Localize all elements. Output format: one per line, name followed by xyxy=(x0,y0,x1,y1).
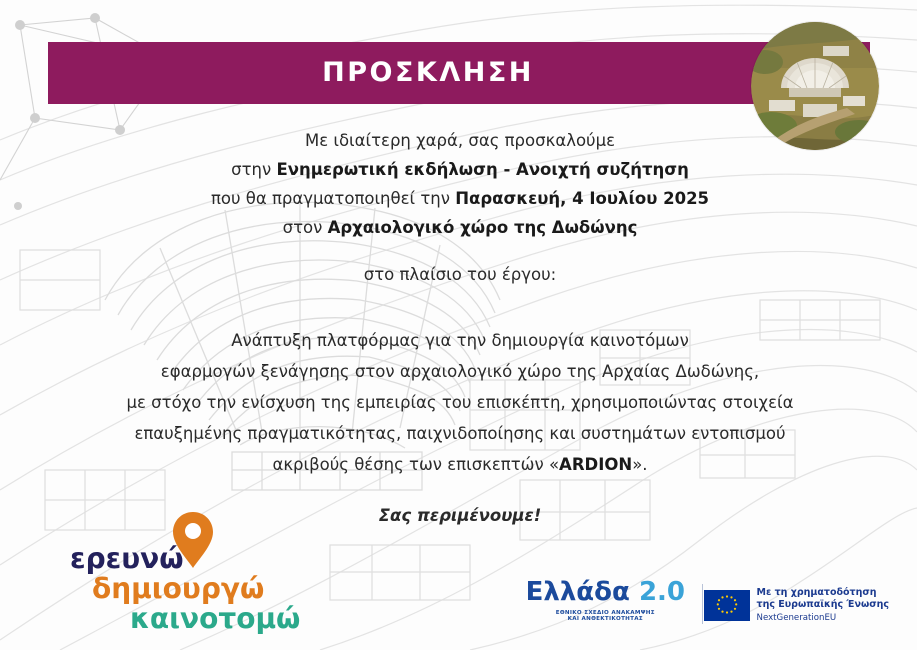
invite-line-3 xyxy=(60,184,860,213)
project-line-3: με στόχο την ενίσχυση της εμπειρίας του επισκέπτη, χρησιμοποιώντας στοιχεία xyxy=(126,393,794,412)
erevno-dimiourgo-kainotomo-logo xyxy=(62,510,302,635)
archaeological-site-photo xyxy=(751,22,879,150)
ellada-logo-number: 2.0 xyxy=(638,577,685,607)
eu-funding-text xyxy=(757,587,889,625)
project-line-4: επαυξημένης πραγματικότητας, παιχνιδοποίησης και συστημάτων εντοπισμού xyxy=(134,424,786,443)
project-line-5-suffix: ». xyxy=(632,455,648,474)
invite-event-date: Παρασκευή, 4 Ιουλίου 2025 xyxy=(455,189,710,208)
ellada-logo-sub2: ΚΑΙ ΑΝΘΕΚΤΙΚΟΤΗΤΑΣ xyxy=(567,616,644,622)
invite-line-2-prefix: στην xyxy=(231,160,277,179)
logo-word-dimiourgo: δημιουργώ xyxy=(92,572,265,605)
logo-word-kainotomo: καινοτομώ xyxy=(130,602,301,635)
page-title: ΠΡΟΣΚΛΗΣΗ xyxy=(322,57,534,88)
eu-text-line-3: NextGenerationEU xyxy=(756,612,837,623)
eu-flag-icon xyxy=(704,590,750,621)
invite-line-5: στο πλαίσιο του έργου: xyxy=(363,265,557,284)
spacer xyxy=(60,289,860,319)
logo-word-erevno: ερευνώ xyxy=(70,542,184,575)
ellada-logo-word: Ελλάδα xyxy=(525,577,630,607)
invite-line-4 xyxy=(60,213,860,242)
invite-line-4-prefix: στον xyxy=(282,218,328,237)
invite-event-location: Αρχαιολογικό χώρο της Δωδώνης xyxy=(327,218,638,237)
project-line-2: εφαρμογών ξενάγησης στον αρχαιολογικό χώρο της Αρχαίας Δωδώνης, xyxy=(160,362,760,381)
project-line-1: Ανάπτυξη πλατφόρμας για την δημιουργία καινοτόμων xyxy=(231,331,689,350)
ellada-logo-main xyxy=(526,577,685,607)
invitation-text-block xyxy=(60,126,860,525)
spacer xyxy=(60,242,860,260)
eu-text-line-1: Με τη χρηματοδότηση xyxy=(756,586,877,598)
invite-line-3-prefix: που θα πραγματοποιηθεί την xyxy=(210,189,456,208)
eu-funding-logo xyxy=(704,587,889,625)
project-line-5 xyxy=(60,449,860,480)
project-description xyxy=(60,325,860,480)
closing-line: Σας περιμένουμε! xyxy=(378,506,542,525)
project-acronym: ARDION xyxy=(559,455,633,474)
invite-line-2 xyxy=(60,155,860,184)
invite-line-1: Με ιδιαίτερη χαρά, σας προσκαλούμε xyxy=(304,131,616,150)
ellada-2-0-logo xyxy=(526,577,685,622)
project-line-5-prefix: ακριβούς θέσης των επισκεπτών « xyxy=(272,455,560,474)
ellada-logo-sub1: ΕΘΝΙΚΟ ΣΧΕΔΙΟ ΑΝΑΚΑΜΨΗΣ xyxy=(555,610,655,616)
invite-event-name: Ενημερωτική εκδήλωση - Ανοιχτή συζήτηση xyxy=(276,160,689,179)
eu-text-line-2: της Ευρωπαϊκής Ένωσης xyxy=(756,599,889,610)
